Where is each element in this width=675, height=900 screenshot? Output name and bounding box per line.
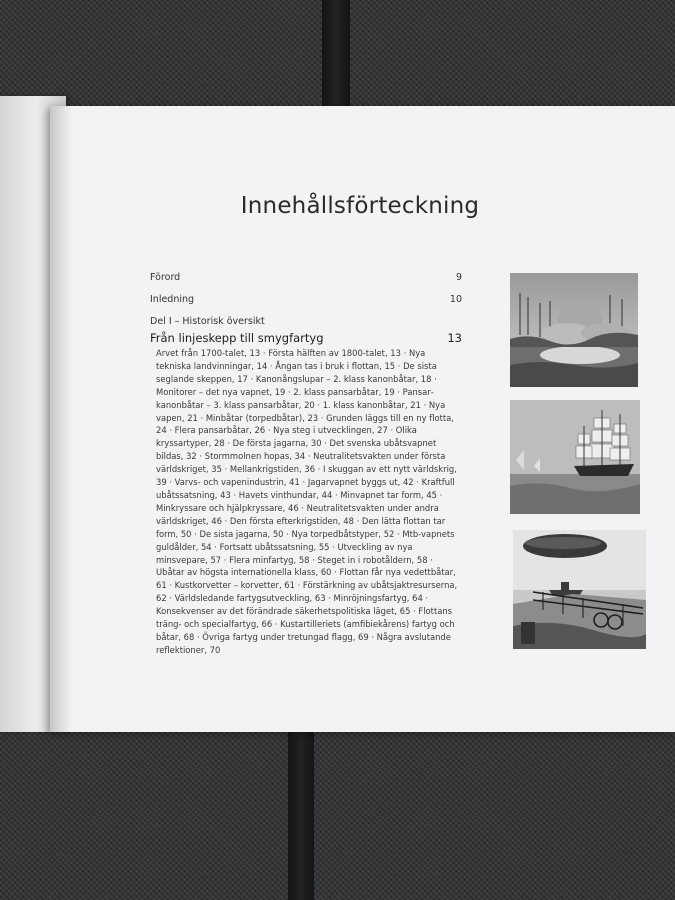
sailing-ship-painting-image [510,400,640,514]
warship-photo-image [513,530,646,649]
toc-entry-label: Inledning [150,294,195,305]
chapter-contents-text: Arvet från 1700-talet, 13 · Första hälften av 1800-talet, 13 · Nya tekniska landvinningar, 14 · Ångan tas i bruk i flottan, 15 · De sista seglande skeppen, 17 · Kanonångslupar – 2. klass kanonbåtar, 18 · Monitorer – det nya vapnet, 19 · 2. klass pansarbåtar, 19 · Pansarkanonbåtar – 3. klass pansarbåtar, 20 · 1. klass kanonbåtar, 21 · Nya vapen, 21 · Minbåtar (torpedbåtar), 23 · Grunden läggs till en ny flotta, 24 · Flera pansarbåtar, 26 · Nya steg i utvecklingen, 27 · Olika kryssartyper, 28 · De första jagarna, 30 · Det svenska ubåtsvapnet bildas, 32 · Stormmolnen hopas, 34 · Neutralitetsvakten under första världskriget, 35 · Mellankrigstiden, 36 · I skuggan av ett nytt världskrig, 39 · Varvs- och vapenindustrin, 41 · Jagarvapnet byggs ut, 42 · Kraftfull ubåtssatsning, 43 · Havets vinthundar, 44 · Minvapnet tar form, 45 · Minkryssare och hjälpkryssare, 46 · Neutralitetsvakten under andra världskriget, 46 · Den första efterkrigstiden, 48 · Den lätta flottan tar form, 50 · De sista jagarna, 50 · Nya torpedbåtstyper, 52 · Mtb-vapnets guldålder, 54 · Fortsatt ubåtssatsning, 55 · Utveckling av nya minsvepare, 57 · Flera minfartyg, 58 · Steget in i robotåldern, 58 · Ubåtar av högsta internationella klass, 60 · Flottan får nya vedettbåtar, 61 · Kustkorvetter – korvetter, 61 · Förstärkning av ubåtsjaktresurserna, 62 · Världsledande fartygsutveckling, 63 · Minröjningsfartyg, 64 · Konsekvenser av det förändrade säkerhetspolitiska läget, 65 · Flottans träng- och specialfartyg, 66 · Kustartilleriets (amfibiekårens) fartyg och båtar, 68 · Övriga fartyg under tretungad flagg, 69 · Några avslutande reflektioner, 70 [156,348,458,655]
part-heading: Del I – Historisk översikt [150,316,265,327]
chapter-title: Från linjeskepp till smygfartyg [150,331,324,345]
page-gutter-shadow [50,106,72,732]
page-title: Innehållsförteckning [240,193,480,219]
chapter-page: 13 [447,331,462,345]
battle-painting-graphic [510,273,638,387]
toc-entry-inledning [150,294,462,306]
battle-painting-image [510,273,638,387]
warship-photo-graphic [513,530,646,649]
toc-entry-page: 9 [455,272,462,283]
cushion-seam-bottom [288,730,314,900]
cushion-seam-top [322,0,350,110]
toc-entry-page: 10 [449,294,462,305]
sailing-ship-painting-graphic [510,400,640,514]
toc-entry-forord [150,272,462,284]
toc-entry-label: Förord [150,272,181,283]
table-of-contents [150,272,462,657]
book-page [50,106,675,732]
chapter-heading [150,330,462,346]
